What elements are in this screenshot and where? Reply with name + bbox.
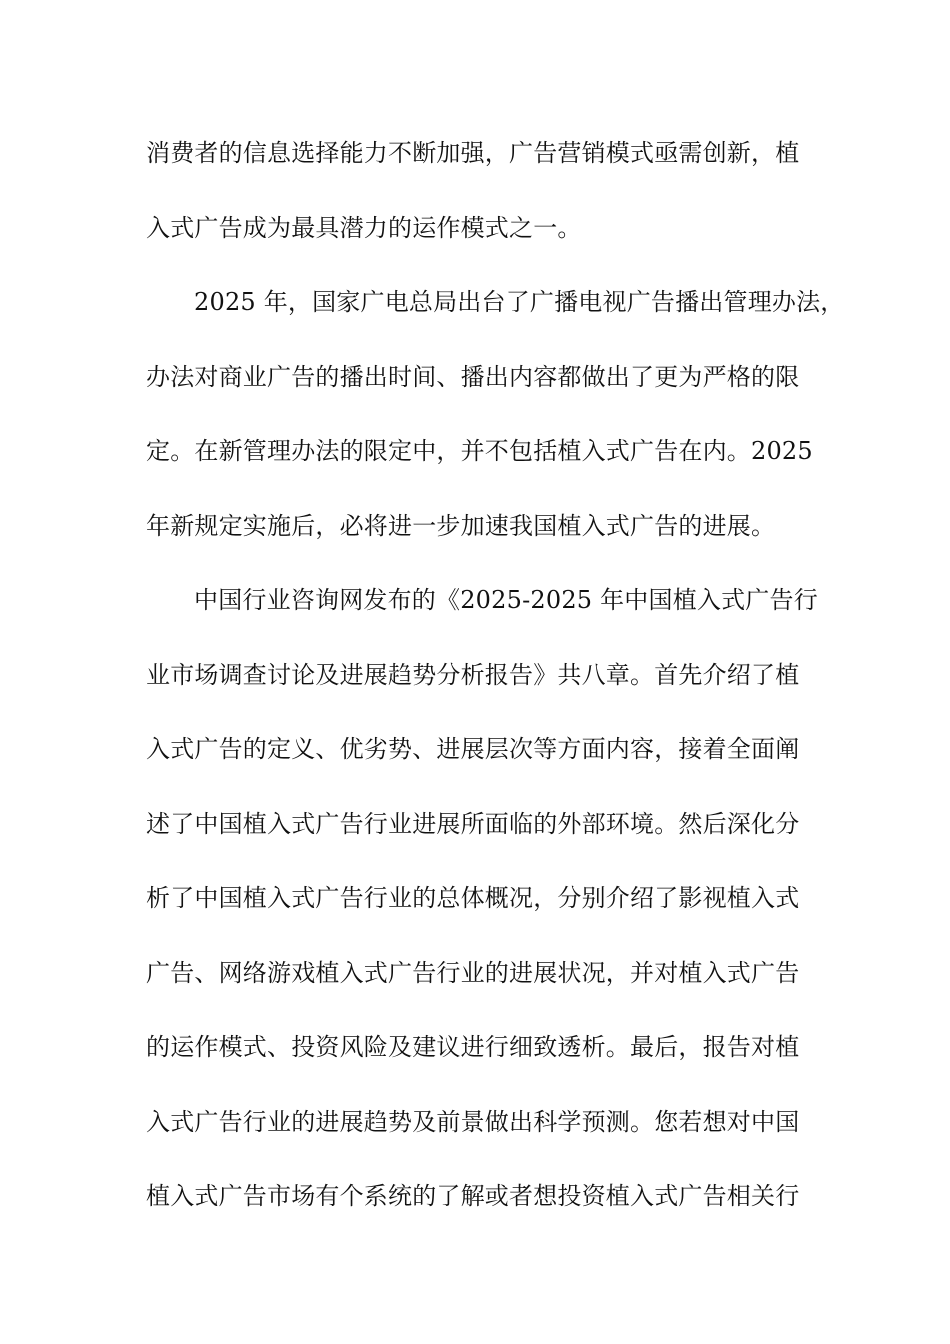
text-line: 广告、网络游戏植入式广告行业的进展状况，并对植入式广告 [146,958,800,987]
body-text [146,128,845,1246]
text-line: 定。在新管理办法的限定中，并不包括植入式广告在内。2025 [146,437,813,465]
text-line: 办法对商业广告的播出时间、播出内容都做出了更为严格的限 [146,362,800,391]
text-line: 述了中国植入式广告行业进展所面临的外部环境。然后深化分 [146,809,800,838]
text-line: 入式广告的定义、优劣势、进展层次等方面内容，接着全面阐 [146,735,800,763]
paragraph-start-line: 中国行业咨询网发布的《2025-2025 年中国植入式广告行 [194,586,818,614]
paragraph-start-line: 2025 年，国家广电总局出台了广播电视广告播出管理办法， [194,288,845,316]
text-line: 年新规定实施后，必将进一步加速我国植入式广告的进展。 [146,511,776,540]
text-line: 的运作模式、投资风险及建议进行细致透析。最后，报告对植 [146,1033,800,1061]
text-line: 析了中国植入式广告行业的总体概况，分别介绍了影视植入式 [146,884,800,912]
text-line: 入式广告成为最具潜力的运作模式之一。 [146,213,582,242]
text-line: 消费者的信息选择能力不断加强，广告营销模式亟需创新，植 [146,139,800,167]
text-line: 入式广告行业的进展趋势及前景做出科学预测。您若想对中国 [146,1107,800,1136]
text-line: 业市场调查讨论及进展趋势分析报告》共八章。首先介绍了植 [146,660,800,689]
text-line: 植入式广告市场有个系统的了解或者想投资植入式广告相关行 [146,1182,800,1210]
